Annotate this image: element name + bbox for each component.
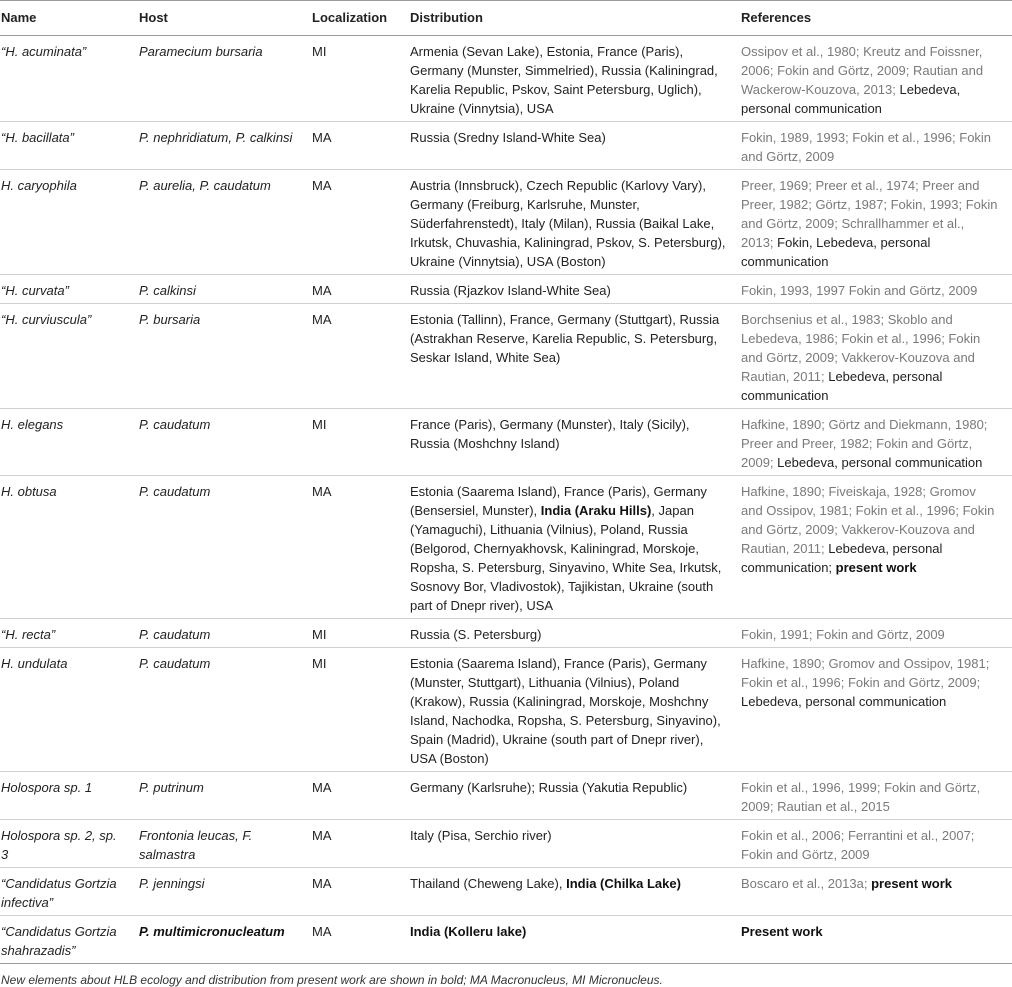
host-cell [138,476,311,619]
name-cell-text: H. obtusa [1,484,57,499]
distribution-cell-segment: Germany (Karlsruhe); Russia (Yakutia Republic) [410,780,688,795]
references-cell-segment: Lebedeva, personal communication [741,369,943,403]
name-cell-text: “H. bacillata” [1,130,74,145]
table-row [0,36,1012,122]
header-row [0,1,1012,36]
col-header-references: References [740,1,1012,36]
table-row [0,122,1012,170]
localization-cell-segment: MI [312,627,327,642]
table-row [0,275,1012,304]
name-cell-text: H. elegans [1,417,64,432]
references-cell [740,409,1012,476]
distribution-cell [409,304,740,409]
table-row [0,772,1012,820]
host-cell [138,170,311,275]
host-cell [138,275,311,304]
localization-cell-segment: MI [312,44,327,59]
col-header-name: Name [0,1,138,36]
host-cell [138,916,311,964]
references-cell-segment: Hafkine, 1890; Görtz and Diekmann, 1980; Preer and Preer, 1982; Fokin and Görtz, 2009; [741,417,988,470]
localization-cell-segment: MA [312,283,332,298]
table-footnote: New elements about HLB ecology and distribution from present work are shown in bold; MA Macronucleus, MI Micronucleus. [1,973,663,987]
localization-cell-segment: MI [312,656,327,671]
distribution-cell [409,916,740,964]
host-cell [138,648,311,772]
distribution-cell [409,122,740,170]
references-cell-segment: Preer, 1969; Preer et al., 1974; Preer and Preer, 1982; Görtz, 1987; Fokin, 1993; Fokin and Görtz, 2009; Schrallhammer et al., 2013; [741,178,998,250]
name-cell [0,772,138,820]
localization-cell-segment: MA [312,876,332,891]
name-cell-text: Holospora sp. 1 [1,780,93,795]
name-cell-text: Holospora sp. 2, sp. 3 [1,828,117,862]
localization-cell-segment: MA [312,924,332,939]
name-cell [0,476,138,619]
localization-cell-segment: MA [312,780,332,795]
host-cell-segment: P. nephridiatum, P. calkinsi [139,130,293,145]
distribution-cell-segment: Russia (Sredny Island-White Sea) [410,130,606,145]
localization-cell-segment: MI [312,417,327,432]
references-cell-segment: Fokin et al., 2006; Ferrantini et al., 2007; Fokin and Görtz, 2009 [741,828,975,862]
localization-cell [311,916,409,964]
distribution-cell-segment: Austria (Innsbruck), Czech Republic (Karlovy Vary), Germany (Freiburg, Karlsruhe, Munster, Süderfahrenstedt), Italy (Milan), Russia (Baikal Lake, Irkutsk, Chuvashia, Kaliningrad, Pskov, S. Petersburg), Ukraine (Vinnytsia), USA (Boston) [410,178,726,269]
distribution-cell [409,868,740,916]
references-cell [740,772,1012,820]
references-cell-segment: Lebedeva, personal communication [741,82,961,116]
host-cell [138,36,311,122]
distribution-cell-segment: Armenia (Sevan Lake), Estonia, France (Paris), Germany (Munster, Simmelried), Russia (Kaliningrad, Karelia Republic, Pskov, Saint Petersburg, Uglich), Ukraine (Vinnytsia), USA [410,44,718,116]
host-cell [138,820,311,868]
name-cell-text: H. undulata [1,656,68,671]
references-cell-segment: present work [871,876,953,891]
localization-cell [311,409,409,476]
distribution-cell-segment: Estonia (Tallinn), France, Germany (Stuttgart), Russia (Astrakhan Reserve, Karelia Republic, S. Petersburg, Seskar Island, White Sea) [410,312,720,365]
host-cell-segment: P. calkinsi [139,283,196,298]
references-cell [740,868,1012,916]
references-cell [740,619,1012,648]
localization-cell [311,122,409,170]
host-cell-segment: P. aurelia, P. caudatum [139,178,271,193]
name-cell-text: H. caryophila [1,178,77,193]
references-cell-segment: Ossipov et al., 1980; Kreutz and Foissner, 2006; Fokin and Görtz, 2009; Rautian and Wackerow-Kouzova, 2013; [741,44,984,97]
distribution-cell-segment: India (Kolleru lake) [410,924,527,939]
references-cell-segment: Fokin et al., 1996, 1999; Fokin and Görtz, 2009; Rautian et al., 2015 [741,780,981,814]
references-cell-segment: Fokin, 1993, 1997 Fokin and Görtz, 2009 [741,283,978,298]
localization-cell [311,476,409,619]
distribution-cell-segment: Thailand (Cheweng Lake), [410,876,567,891]
localization-cell [311,648,409,772]
references-cell-segment: Borchsenius et al., 1983; Skoblo and Lebedeva, 1986; Fokin et al., 1996; Fokin and Görtz, 2009; Vakkerov-Kouzova and Rautian, 2011; [741,312,981,384]
host-cell [138,122,311,170]
table-row [0,916,1012,964]
references-cell-segment: present work [835,560,917,575]
localization-cell [311,170,409,275]
references-cell-segment: Lebedeva, personal communication [741,694,947,709]
host-cell-segment: P. bursaria [139,312,201,327]
name-cell [0,820,138,868]
references-cell-segment: Hafkine, 1890; Gromov and Ossipov, 1981; Fokin et al., 1996; Fokin and Görtz, 2009; [741,656,990,690]
references-cell [740,648,1012,772]
distribution-cell [409,36,740,122]
localization-cell-segment: MA [312,178,332,193]
col-header-localization: Localization [311,1,409,36]
host-cell [138,409,311,476]
localization-cell-segment: MA [312,312,332,327]
references-cell [740,820,1012,868]
host-cell-segment: P. caudatum [139,484,211,499]
references-cell-segment: Lebedeva, personal communication; [741,541,943,575]
host-cell-segment: Paramecium bursaria [139,44,263,59]
distribution-cell-segment: Estonia (Saarema Island), France (Paris), Germany (Munster, Stuttgart), Lithuania (Vilnius), Poland (Krakow), Russia (Kaliningrad, Morskoje, Moshchny Island, Nachodka, Ropsha, S. Petersburg, Sinyavino), Spain (Madrid), Ukraine (south part of Dnepr river), USA (Boston) [410,656,721,766]
name-cell [0,304,138,409]
localization-cell-segment: MA [312,484,332,499]
name-cell-text: “H. acuminata” [1,44,87,59]
distribution-cell-segment: India (Chilka Lake) [566,876,681,891]
host-cell [138,868,311,916]
distribution-cell [409,648,740,772]
table-row [0,619,1012,648]
localization-cell [311,820,409,868]
host-cell-segment: Frontonia leucas, F. salmastra [139,828,253,862]
table-row [0,476,1012,619]
distribution-cell [409,275,740,304]
name-cell [0,275,138,304]
references-cell [740,122,1012,170]
col-header-host: Host [138,1,311,36]
localization-cell [311,304,409,409]
references-cell [740,275,1012,304]
table-row [0,648,1012,772]
distribution-cell [409,772,740,820]
references-cell [740,916,1012,964]
references-cell-segment: Boscaro et al., 2013a; [741,876,872,891]
distribution-cell-segment: India (Araku Hills) [540,503,652,518]
name-cell [0,170,138,275]
name-cell-text: “H. curvata” [1,283,69,298]
host-cell [138,619,311,648]
table-row [0,820,1012,868]
references-cell [740,36,1012,122]
localization-cell [311,868,409,916]
distribution-cell-segment: Russia (Rjazkov Island-White Sea) [410,283,611,298]
references-cell-segment: Fokin, Lebedeva, personal communication [741,235,931,269]
col-header-distribution: Distribution [409,1,740,36]
host-cell-segment: P. caudatum [139,627,211,642]
references-cell [740,476,1012,619]
references-cell-segment: Fokin, 1989, 1993; Fokin et al., 1996; Fokin and Görtz, 2009 [741,130,992,164]
references-cell-segment: Hafkine, 1890; Fiveiskaja, 1928; Gromov and Ossipov, 1981; Fokin et al., 1996; Fokin and Görtz, 2009; Vakkerov-Kouzova and Rautian, 2011; [741,484,995,556]
name-cell-text: “H. curviuscula” [1,312,92,327]
distribution-cell [409,409,740,476]
table-row [0,304,1012,409]
references-cell-segment: Lebedeva, personal communication [777,455,983,470]
localization-cell-segment: MA [312,130,332,145]
name-cell [0,409,138,476]
localization-cell [311,772,409,820]
distribution-cell [409,619,740,648]
localization-cell [311,619,409,648]
distribution-cell [409,820,740,868]
host-cell [138,772,311,820]
name-cell [0,868,138,916]
distribution-cell-segment: Italy (Pisa, Serchio river) [410,828,552,843]
name-cell-text: “Candidatus Gortzia infectiva” [1,876,117,910]
references-cell [740,304,1012,409]
localization-cell-segment: MA [312,828,332,843]
host-cell-segment: P. jenningsi [139,876,205,891]
name-cell [0,648,138,772]
name-cell [0,619,138,648]
distribution-cell [409,476,740,619]
distribution-cell-segment: France (Paris), Germany (Munster), Italy (Sicily), Russia (Moshchny Island) [410,417,690,451]
references-cell-segment: Present work [741,924,823,939]
distribution-cell-segment: Estonia (Saarema Island), France (Paris), Germany (Bensersiel, Munster), [410,484,707,518]
localization-cell [311,275,409,304]
distribution-cell-segment: Russia (S. Petersburg) [410,627,542,642]
table-row [0,409,1012,476]
name-cell-text: “H. recta” [1,627,56,642]
table-row [0,170,1012,275]
host-cell-segment: P. caudatum [139,656,211,671]
distribution-cell-segment: , Japan (Yamaguchi), Lithuania (Vilnius), Poland, Russia (Belgorod, Chernyakhovsk, Kaliningrad, Morskoje, Ropsha, S. Petersburg, Sinyavino, White Sea, Irkutsk, Sosnovy Bor, Vladivostok), Tajikistan, Ukraine (south part of Dnepr river), USA [410,503,722,613]
name-cell [0,916,138,964]
host-cell-segment: P. multimicronucleatum [139,924,285,939]
name-cell-text: “Candidatus Gortzia shahrazadis” [1,924,117,958]
host-cell-segment: P. caudatum [139,417,211,432]
host-cell [138,304,311,409]
references-cell-segment: Fokin, 1991; Fokin and Görtz, 2009 [741,627,945,642]
host-cell-segment: P. putrinum [139,780,204,795]
localization-cell [311,36,409,122]
name-cell [0,36,138,122]
name-cell [0,122,138,170]
table-row [0,868,1012,916]
distribution-cell [409,170,740,275]
references-cell [740,170,1012,275]
